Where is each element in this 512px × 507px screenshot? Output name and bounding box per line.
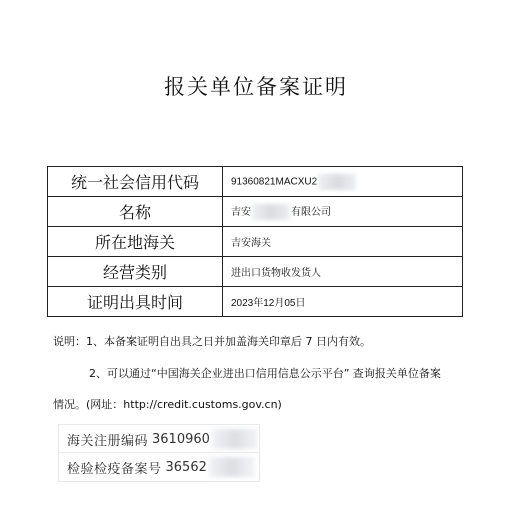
note-line-1: 说明：1、本备案证明自出具之日并加盖海关印章后 7 日内有效。 [53, 335, 371, 348]
redaction-blur [252, 204, 290, 220]
customs-location-label: 所在地海关 [48, 227, 223, 257]
table-row [48, 257, 463, 287]
inspection-number-field [58, 452, 260, 482]
issue-date-label: 证明出具时间 [48, 287, 223, 317]
redaction-blur [212, 429, 258, 449]
redaction-blur [318, 174, 356, 190]
company-name-prefix: 吉安 [231, 206, 251, 218]
note-line-3: 情况。(网址：http://credit.customs.gov.cn) [53, 398, 282, 411]
certificate-table [47, 166, 463, 317]
customs-code-value: 3610960 [152, 431, 210, 447]
document-title: 报关单位备案证明 [164, 75, 348, 99]
customs-code-label: 海关注册编码 [67, 433, 149, 449]
credit-code-text: 91360821MACXU2 [231, 176, 318, 188]
company-name-suffix: 有限公司 [291, 206, 331, 218]
business-category-value: 进出口货物收发货人 [223, 257, 463, 287]
credit-code-label: 统一社会信用代码 [48, 167, 223, 197]
business-category-label: 经营类别 [48, 257, 223, 287]
table-row [48, 287, 463, 317]
issue-date-value: 2023年12月05日 [223, 287, 463, 317]
table-row [48, 227, 463, 257]
credit-code-value [223, 167, 463, 197]
company-name-label: 名称 [48, 197, 223, 227]
note-line-2: 2、可以通过“中国海关企业进出口信用信息公示平台” 查询报关单位备案 [89, 367, 441, 380]
customs-code-field [58, 424, 260, 454]
table-row [48, 197, 463, 227]
redaction-blur [209, 457, 255, 477]
customs-location-value: 吉安海关 [223, 227, 463, 257]
table-row [48, 167, 463, 197]
inspection-number-label: 检验检疫备案号 [67, 461, 162, 477]
company-name-value [223, 197, 463, 227]
inspection-number-value: 36562 [165, 459, 207, 475]
